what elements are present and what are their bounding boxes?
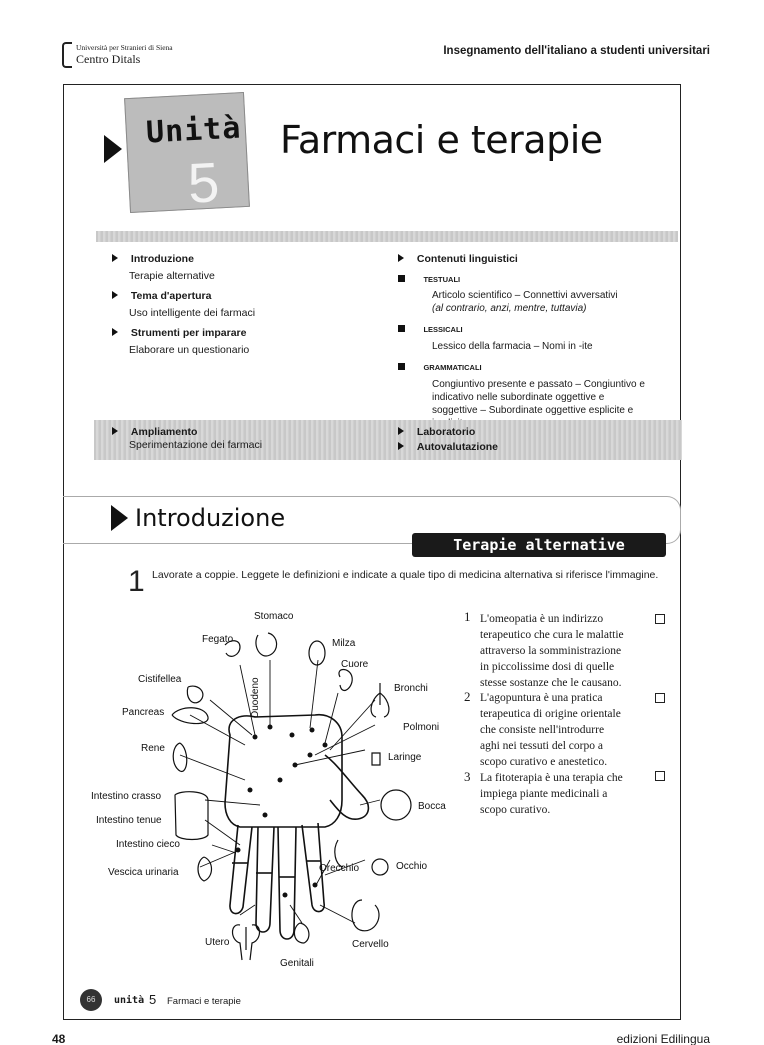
separator-bar [96, 231, 678, 242]
grammaticali-label: GRAMMATICALI [423, 363, 482, 372]
bullet-arrow-icon [112, 328, 118, 336]
organ-label-cuore: Cuore [341, 659, 369, 670]
page-badge: 66 [80, 989, 102, 1011]
organ-label-stomaco: Stomaco [254, 611, 294, 622]
publisher: edizioni Edilingua [616, 1032, 710, 1045]
organ-label-genitali: Genitali [280, 958, 314, 969]
definition-text [480, 611, 640, 691]
contents-text: Uso intelligente dei farmaci [129, 307, 256, 319]
definition-line: scopo curativo. [480, 804, 551, 816]
grammaticali-line: Congiuntivo presente e passato – Congiuntivo e [432, 379, 645, 390]
organ-label-bocca: Bocca [418, 801, 446, 812]
definition-line: terapeutica di origine orientale [480, 708, 621, 720]
bullet-arrow-icon [398, 254, 404, 262]
testuali-line: (al contrario, anzi, mentre, tuttavia) [432, 303, 587, 314]
ampliamento-text: Sperimentazione dei farmaci [129, 439, 263, 451]
unit-arrow-icon [104, 135, 122, 163]
bullet-arrow-icon [398, 442, 404, 450]
organ-label-intestino-tenue: Intestino tenue [96, 815, 162, 826]
definition-line: stesse sostanze che le causano. [480, 677, 622, 689]
contents-heading: Introduzione [130, 253, 194, 265]
unit-title: Farmaci e terapie [280, 118, 603, 162]
organ-label-laringe: Laringe [388, 752, 422, 763]
organ-label-duodeno: Duodeno [250, 677, 261, 718]
laboratorio-label: Laboratorio [416, 426, 476, 438]
definition-number: 3 [464, 769, 471, 784]
organ-label-orecchio: Orecchio [319, 863, 360, 874]
organ-label-intestino-crasso: Intestino crasso [91, 791, 162, 802]
organ-label-utero: Utero [205, 937, 230, 948]
exercise-number: 1 [128, 565, 145, 598]
definition-line: La fitoterapia è una terapia che [480, 772, 623, 784]
definition-line: aghi nei tessuti del corpo a [480, 740, 603, 752]
definition-text [480, 690, 640, 770]
ampliamento-heading: Ampliamento [130, 426, 198, 438]
contents-left [112, 252, 255, 358]
answer-checkbox[interactable] [655, 614, 665, 624]
course-title: Insegnamento dell'italiano a studenti universitari [443, 45, 710, 57]
footer-unit-word: unità [114, 995, 145, 1006]
contents-text: Terapie alternative [129, 270, 215, 282]
organ-label-vescica: Vescica urinaria [108, 867, 179, 878]
lessicali-label: LESSICALI [423, 325, 463, 334]
definition-number: 1 [464, 609, 471, 624]
organ-label-cistifellea: Cistifellea [138, 674, 182, 685]
definition-line: scopo curativo e anestetico. [480, 756, 608, 768]
footer-unit-title: Farmaci e terapie [167, 996, 241, 1007]
square-bullet-icon [398, 325, 405, 332]
definition-line: impiega piante medicinali a [480, 788, 608, 800]
definition-text [480, 770, 640, 818]
contents-heading: Strumenti per imparare [130, 327, 247, 339]
definition-line: L'agopuntura è una pratica [480, 692, 603, 704]
testuali-line: Articolo scientifico – Connettivi avversativi [432, 290, 618, 301]
definition-line: terapeutico che cura le malattie [480, 629, 624, 641]
footer-unit-number: 5 [149, 992, 157, 1007]
linguistic-heading: Contenuti linguistici [416, 253, 518, 265]
ampliamento-right [398, 425, 498, 455]
bullet-arrow-icon [112, 291, 118, 299]
exercise-instruction: Lavorate a coppie. Leggete le definizioni e indicate a quale tipo di medicina alternativa si riferisce l'immagine. [152, 569, 659, 581]
definition-line: che consiste nell'introdurre [480, 724, 605, 736]
bullet-arrow-icon [398, 427, 404, 435]
square-bullet-icon [398, 363, 405, 370]
center-name: Centro Ditals [76, 52, 141, 66]
section-tab: Terapie alternative [412, 533, 666, 557]
testuali-label: TESTUALI [423, 275, 461, 284]
autovalutazione-label: Autovalutazione [416, 441, 499, 453]
intro-arrow-icon [111, 505, 128, 531]
definition-line: in piccolissime dosi di quelle [480, 661, 615, 673]
logo-bracket [62, 42, 72, 68]
unit-word: Unità [145, 110, 243, 151]
bullet-arrow-icon [112, 427, 118, 435]
organ-label-fegato: Fegato [202, 634, 234, 645]
contents-text: Elaborare un questionario [129, 344, 250, 356]
university-name: Università per Stranieri di Siena [76, 43, 173, 52]
organ-label-polmoni: Polmoni [403, 722, 440, 733]
answer-checkbox[interactable] [655, 771, 665, 781]
page-number: 48 [52, 1032, 66, 1045]
grammaticali-line: soggettive – Subordinate oggettive esplicite e [432, 405, 634, 416]
ampliamento-left [112, 425, 262, 451]
contents-heading: Tema d'apertura [130, 290, 212, 302]
lessicali-text: Lessico della farmacia – Nomi in -ite [432, 341, 593, 352]
definition-line: attraverso la somministrazione [480, 645, 622, 657]
organ-label-bronchi: Bronchi [394, 683, 428, 694]
definition-line: L'omeopatia è un indirizzo [480, 613, 604, 625]
organ-label-intestino-cieco: Intestino cieco [116, 839, 180, 850]
square-bullet-icon [398, 275, 405, 282]
answer-checkbox[interactable] [655, 693, 665, 703]
organ-label-occhio: Occhio [396, 861, 428, 872]
contents-right [398, 252, 678, 430]
bullet-arrow-icon [112, 254, 118, 262]
organ-label-rene: Rene [141, 743, 165, 754]
intro-title: Introduzione [135, 504, 286, 532]
grammaticali-line: indicativo nelle subordinate oggettive e [432, 392, 605, 403]
organ-label-cervello: Cervello [352, 939, 389, 950]
organ-label-milza: Milza [332, 638, 356, 649]
unit-number: 5 [186, 150, 221, 215]
definition-number: 2 [464, 689, 471, 704]
organ-label-pancreas: Pancreas [122, 707, 165, 718]
